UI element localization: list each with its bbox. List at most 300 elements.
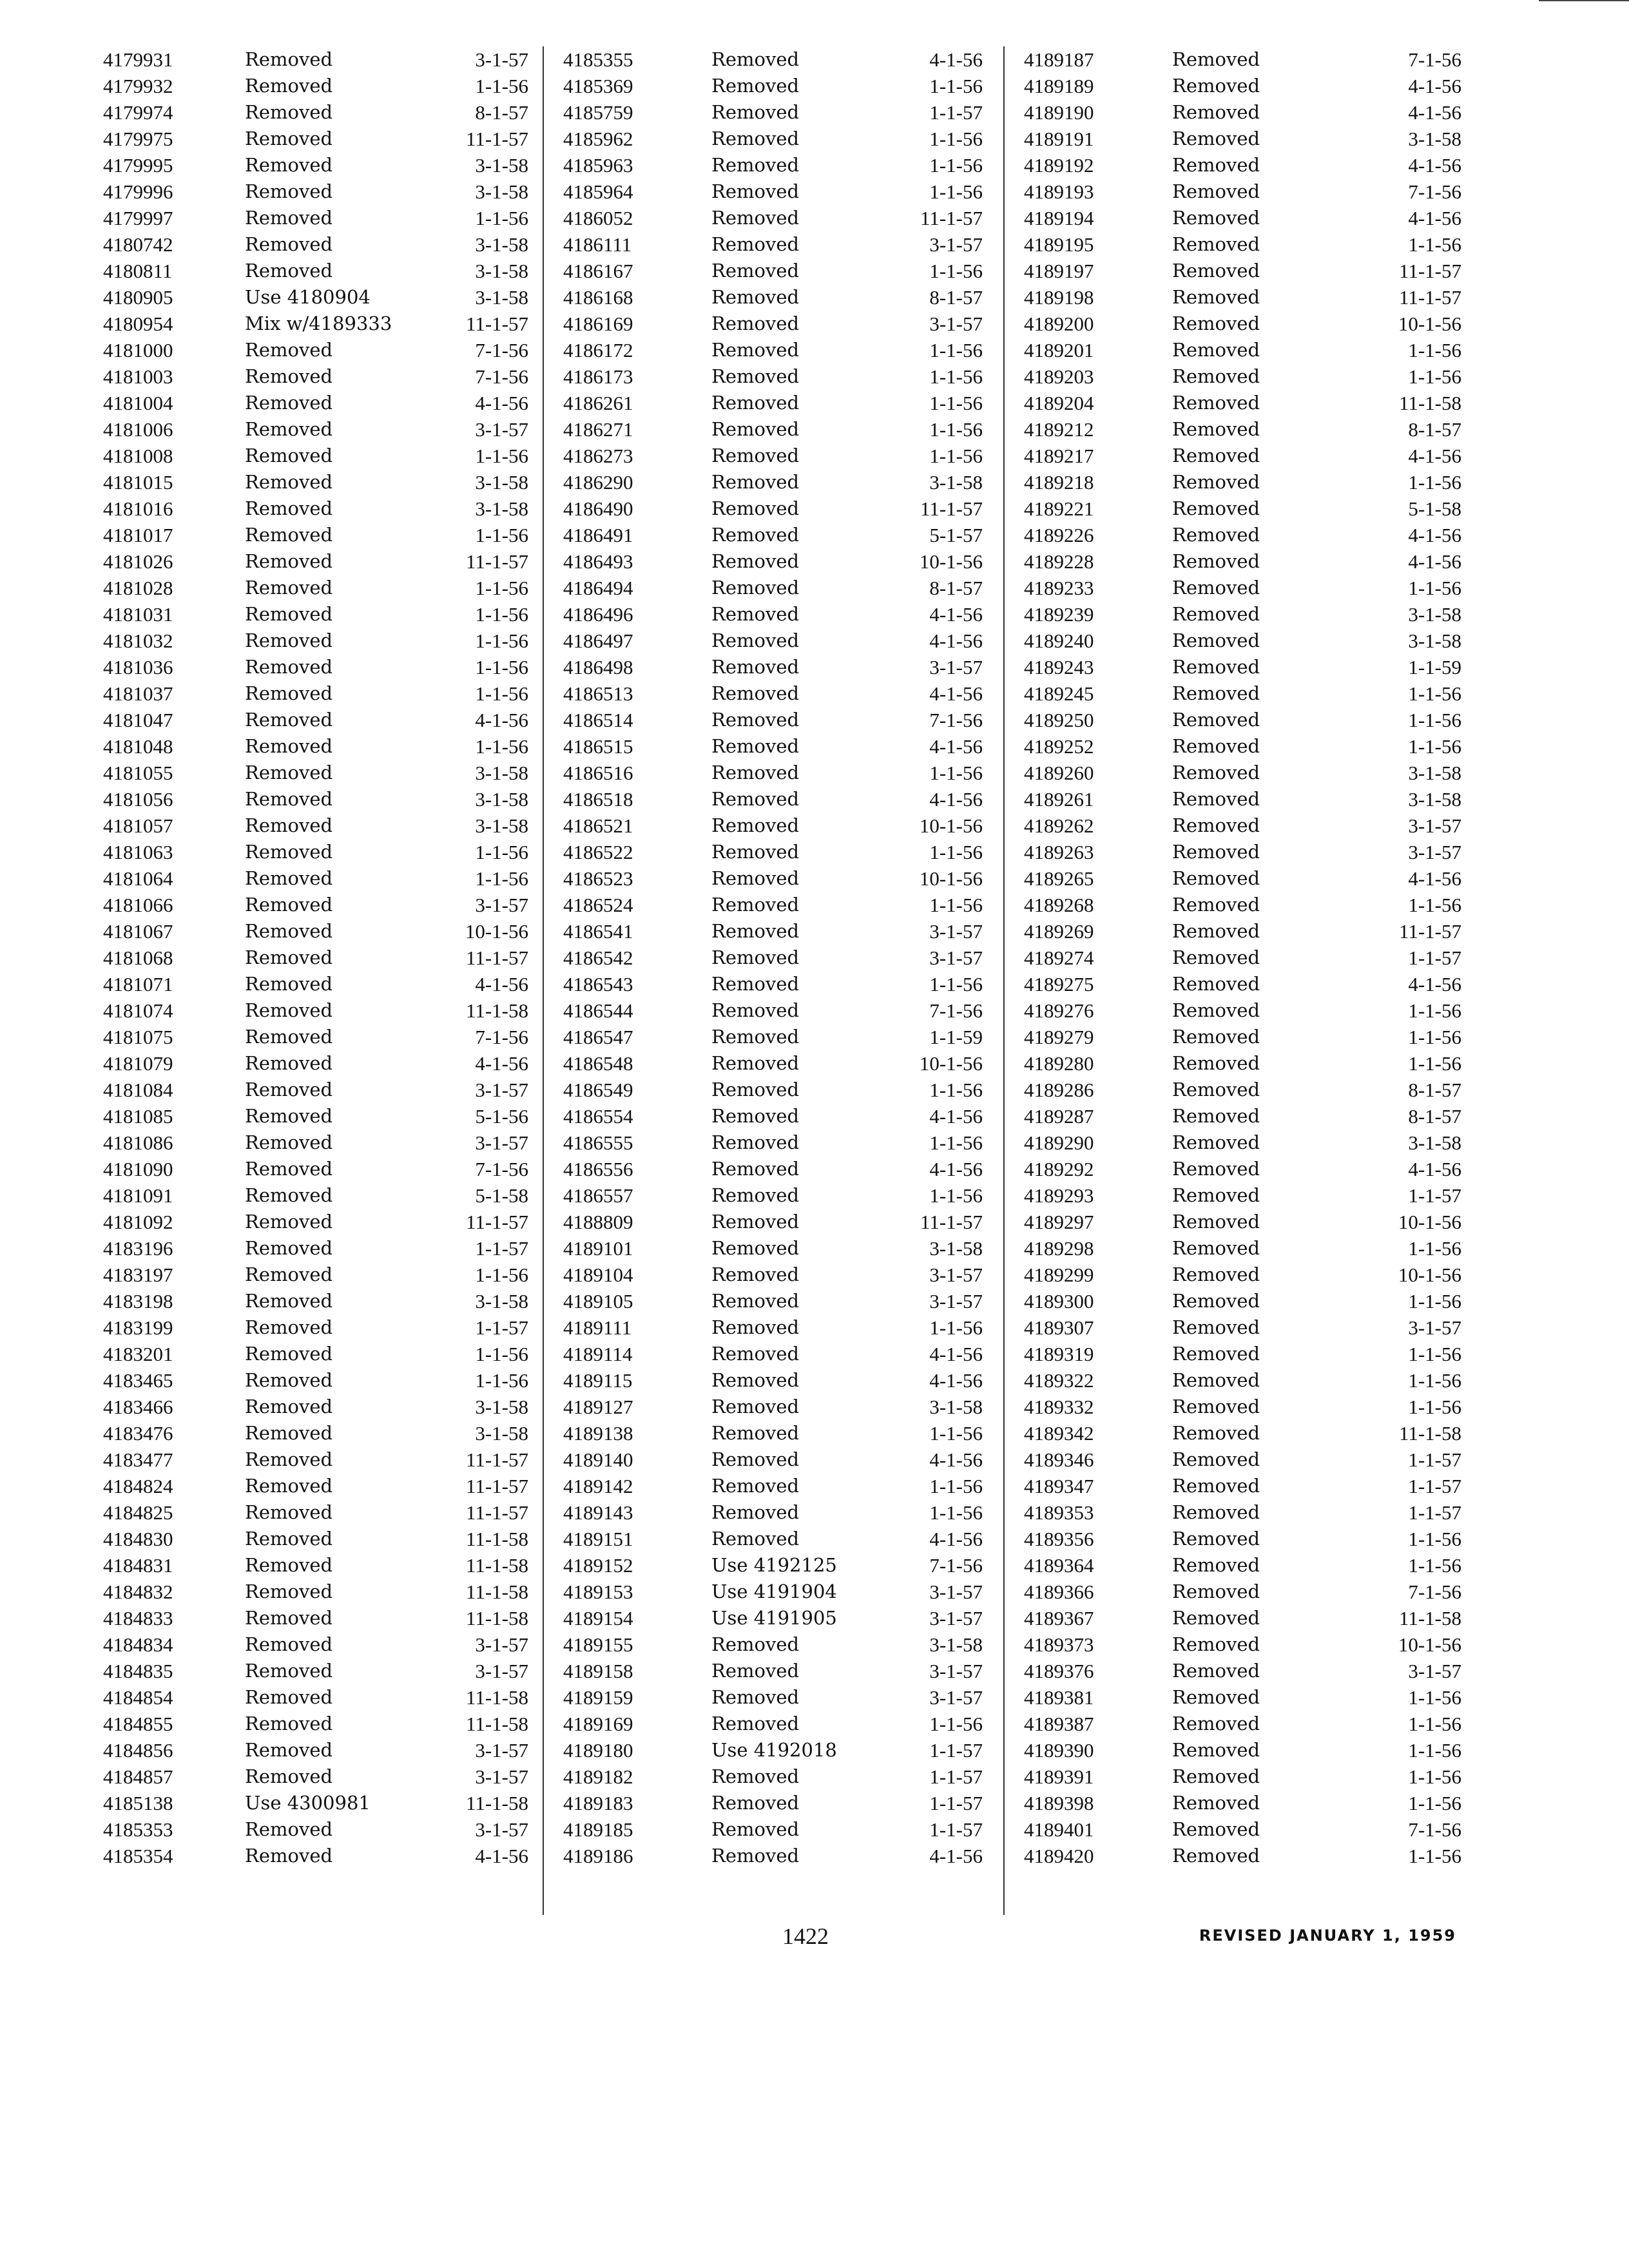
parts-column-2: [543, 46, 1002, 1915]
table-row: [97, 495, 541, 522]
table-row: [1005, 1552, 1474, 1579]
part-status: Removed: [245, 1290, 333, 1312]
effective-date: 1-1-56: [475, 867, 528, 890]
table-row: [1005, 839, 1474, 865]
table-row: [97, 258, 541, 284]
table-row: [97, 812, 541, 839]
part-status: Removed: [1172, 709, 1260, 731]
table-row: [97, 390, 541, 416]
part-status: Removed: [711, 524, 800, 546]
table-row: [1005, 390, 1474, 416]
effective-date: 11-1-57: [466, 1448, 528, 1471]
table-row: [1005, 1816, 1474, 1843]
part-number: 4184855: [103, 1713, 173, 1735]
effective-date: 3-1-58: [475, 286, 528, 309]
part-status: Removed: [711, 286, 800, 308]
part-status: Removed: [245, 128, 333, 149]
part-number: 4185964: [563, 180, 633, 203]
effective-date: 1-1-56: [475, 524, 528, 546]
effective-date: 1-1-56: [1408, 1290, 1461, 1312]
part-number: 4189280: [1024, 1052, 1094, 1075]
part-number: 4186491: [563, 524, 633, 546]
effective-date: 8-1-57: [1408, 1105, 1461, 1128]
effective-date: 10-1-56: [919, 550, 983, 573]
table-row: [97, 469, 541, 495]
part-status: Removed: [711, 339, 800, 361]
effective-date: 1-1-56: [929, 260, 983, 282]
part-status: Removed: [711, 1792, 800, 1814]
table-row: [97, 1631, 541, 1658]
table-row: [544, 1684, 1002, 1711]
part-status: Removed: [1172, 48, 1260, 70]
part-status: Removed: [245, 48, 333, 70]
effective-date: 11-1-57: [920, 207, 983, 229]
part-status: Removed: [711, 629, 800, 651]
part-status: Removed: [245, 1052, 333, 1074]
part-number: 4180905: [103, 286, 173, 309]
part-number: 4189287: [1024, 1105, 1094, 1128]
part-status: Removed: [245, 471, 333, 493]
part-number: 4181056: [103, 788, 173, 811]
table-row: [97, 1235, 541, 1262]
part-number: 4189115: [563, 1369, 633, 1392]
table-row: [544, 46, 1002, 73]
part-status: Removed: [245, 1131, 333, 1153]
part-status: Removed: [711, 1448, 800, 1470]
table-row: [1005, 1420, 1474, 1446]
effective-date: 1-1-56: [929, 1316, 983, 1339]
revision-date: REVISED JANUARY 1, 1959: [1199, 1927, 1456, 1945]
table-row: [1005, 680, 1474, 707]
part-status: Removed: [711, 1765, 800, 1787]
part-status: Removed: [245, 497, 333, 519]
part-status: Removed: [1172, 550, 1260, 572]
part-status: Removed: [245, 1501, 333, 1523]
part-status: Removed: [1172, 1686, 1260, 1708]
effective-date: 11-1-57: [466, 1475, 528, 1497]
table-row: [544, 892, 1002, 918]
table-row: [97, 865, 541, 892]
part-number: 4183466: [103, 1396, 173, 1418]
table-row: [1005, 707, 1474, 733]
part-number: 4186524: [563, 894, 633, 916]
part-number: 4181090: [103, 1158, 173, 1180]
part-number: 4189158: [563, 1660, 633, 1682]
part-status: Removed: [1172, 1792, 1260, 1814]
table-row: [544, 1552, 1002, 1579]
part-status: Removed: [711, 1079, 800, 1100]
part-number: 4189185: [563, 1818, 633, 1841]
table-row: [97, 1499, 541, 1526]
part-number: 4186522: [563, 841, 633, 863]
table-row: [97, 654, 541, 680]
effective-date: 11-1-58: [466, 1607, 528, 1629]
part-number: 4183197: [103, 1264, 173, 1286]
effective-date: 1-1-56: [1408, 999, 1461, 1022]
table-row: [97, 126, 541, 152]
part-status: Removed: [245, 1739, 333, 1761]
part-number: 4179996: [103, 180, 173, 203]
part-number: 4189182: [563, 1765, 633, 1788]
part-status: Removed: [711, 1184, 800, 1206]
table-row: [1005, 1182, 1474, 1209]
effective-date: 1-1-56: [1408, 471, 1461, 494]
part-status: Removed: [1172, 1633, 1260, 1655]
part-number: 4181091: [103, 1184, 173, 1207]
part-number: 4189195: [1024, 233, 1094, 256]
table-row: [97, 1262, 541, 1288]
table-row: [97, 178, 541, 205]
table-row: [544, 522, 1002, 548]
part-number: 4189187: [1024, 48, 1094, 71]
effective-date: 1-1-56: [1408, 1554, 1461, 1577]
part-number: 4189332: [1024, 1396, 1094, 1418]
part-status: Removed: [711, 1528, 800, 1550]
part-number: 4189217: [1024, 445, 1094, 467]
effective-date: 11-1-57: [466, 312, 528, 335]
part-status: Removed: [711, 1422, 800, 1444]
table-row: [1005, 1631, 1474, 1658]
table-row: [544, 1341, 1002, 1367]
table-row: [1005, 1209, 1474, 1235]
part-status: Removed: [711, 577, 800, 599]
part-status: Removed: [1172, 1290, 1260, 1312]
part-status: Removed: [711, 497, 800, 519]
part-status: Removed: [245, 154, 333, 176]
effective-date: 1-1-56: [475, 656, 528, 678]
effective-date: 1-1-56: [475, 75, 528, 97]
part-status: Removed: [245, 1079, 333, 1100]
table-row: [1005, 1526, 1474, 1552]
effective-date: 1-1-56: [1408, 709, 1461, 731]
part-number: 4189152: [563, 1554, 633, 1577]
effective-date: 4-1-56: [475, 392, 528, 414]
part-status: Removed: [245, 233, 333, 255]
part-number: 4186544: [563, 999, 633, 1022]
part-status: Removed: [245, 339, 333, 361]
part-status: Removed: [1172, 286, 1260, 308]
table-row: [97, 733, 541, 760]
table-row: [544, 839, 1002, 865]
part-number: 4189101: [563, 1237, 633, 1260]
effective-date: 3-1-57: [475, 1765, 528, 1788]
part-status: Removed: [711, 1316, 800, 1338]
part-number: 4181068: [103, 947, 173, 969]
part-number: 4186549: [563, 1079, 633, 1101]
effective-date: 4-1-56: [929, 629, 983, 652]
table-row: [1005, 1473, 1474, 1499]
table-row: [97, 1737, 541, 1763]
part-status: Removed: [1172, 1607, 1260, 1629]
table-row: [544, 390, 1002, 416]
part-status: Removed: [1172, 735, 1260, 757]
table-row: [1005, 337, 1474, 363]
part-number: 4189201: [1024, 339, 1094, 361]
table-row: [97, 1314, 541, 1341]
part-status: Removed: [711, 1105, 800, 1127]
effective-date: 11-1-58: [466, 1686, 528, 1709]
part-number: 4189143: [563, 1501, 633, 1524]
part-status: Removed: [1172, 603, 1260, 625]
effective-date: 1-1-57: [929, 1818, 983, 1841]
part-status: Removed: [1172, 1713, 1260, 1735]
part-number: 4189193: [1024, 180, 1094, 203]
effective-date: 7-1-56: [1408, 180, 1461, 203]
part-status: Removed: [245, 947, 333, 968]
part-status: Removed: [245, 973, 333, 995]
part-number: 4189263: [1024, 841, 1094, 863]
effective-date: 4-1-56: [1408, 524, 1461, 546]
table-row: [1005, 284, 1474, 311]
part-status: Removed: [711, 656, 800, 678]
effective-date: 4-1-56: [929, 603, 983, 626]
part-number: 4186490: [563, 497, 633, 520]
part-status: Removed: [1172, 471, 1260, 493]
part-status: Removed: [245, 629, 333, 651]
part-status: Removed: [711, 75, 800, 97]
effective-date: 1-1-56: [929, 1422, 983, 1445]
effective-date: 3-1-58: [475, 788, 528, 811]
part-number: 4186543: [563, 973, 633, 995]
part-number: 4185963: [563, 154, 633, 177]
part-status: Removed: [1172, 814, 1260, 836]
effective-date: 10-1-56: [919, 814, 983, 837]
part-status: Removed: [1172, 656, 1260, 678]
table-row: [97, 1579, 541, 1605]
part-status: Removed: [1172, 180, 1260, 202]
effective-date: 4-1-56: [929, 1528, 983, 1550]
effective-date: 3-1-57: [929, 1607, 983, 1629]
part-status: Removed: [245, 603, 333, 625]
table-row: [544, 1816, 1002, 1843]
table-row: [544, 1579, 1002, 1605]
part-number: 4189218: [1024, 471, 1094, 494]
part-number: 4184834: [103, 1633, 173, 1656]
part-status: Removed: [711, 445, 800, 466]
part-number: 4181037: [103, 682, 173, 705]
effective-date: 3-1-58: [1408, 603, 1461, 626]
part-number: 4185369: [563, 75, 633, 97]
part-number: 4189401: [1024, 1818, 1094, 1841]
table-row: [1005, 628, 1474, 654]
effective-date: 3-1-58: [475, 1396, 528, 1418]
part-number: 4186557: [563, 1184, 633, 1207]
table-row: [1005, 231, 1474, 258]
part-number: 4189420: [1024, 1845, 1094, 1867]
part-status: Removed: [1172, 1158, 1260, 1180]
effective-date: 3-1-57: [475, 1633, 528, 1656]
part-number: 4189300: [1024, 1290, 1094, 1312]
effective-date: 1-1-56: [929, 365, 983, 388]
effective-date: 10-1-56: [1398, 312, 1461, 335]
table-row: [544, 178, 1002, 205]
effective-date: 4-1-56: [929, 735, 983, 758]
table-row: [544, 1314, 1002, 1341]
part-status: Removed: [1172, 1264, 1260, 1285]
part-status: Removed: [245, 1554, 333, 1576]
effective-date: 1-1-59: [929, 1026, 983, 1048]
part-number: 4186523: [563, 867, 633, 890]
table-row: [1005, 1077, 1474, 1103]
table-row: [97, 1552, 541, 1579]
table-row: [1005, 1658, 1474, 1684]
part-status: Removed: [1172, 762, 1260, 783]
part-number: 4189105: [563, 1290, 633, 1312]
effective-date: 1-1-56: [929, 894, 983, 916]
part-number: 4189183: [563, 1792, 633, 1814]
table-row: [97, 1367, 541, 1394]
part-number: 4189290: [1024, 1131, 1094, 1154]
part-number: 4181008: [103, 445, 173, 467]
table-row: [1005, 178, 1474, 205]
table-row: [1005, 1446, 1474, 1473]
effective-date: 8-1-57: [1408, 418, 1461, 441]
effective-date: 1-1-57: [475, 1316, 528, 1339]
effective-date: 3-1-58: [475, 154, 528, 177]
part-status: Removed: [1172, 1818, 1260, 1840]
table-row: [544, 1129, 1002, 1156]
effective-date: 1-1-57: [1408, 1184, 1461, 1207]
table-row: [544, 443, 1002, 469]
table-row: [97, 99, 541, 126]
part-number: 4189204: [1024, 392, 1094, 414]
effective-date: 11-1-58: [466, 1554, 528, 1577]
part-number: 4184833: [103, 1607, 173, 1629]
part-number: 4181015: [103, 471, 173, 494]
part-number: 4189138: [563, 1422, 633, 1445]
part-status: Removed: [1172, 577, 1260, 599]
part-number: 4189192: [1024, 154, 1094, 177]
table-row: [1005, 99, 1474, 126]
effective-date: 1-1-57: [929, 1765, 983, 1788]
effective-date: 4-1-56: [1408, 207, 1461, 229]
effective-date: 8-1-57: [929, 286, 983, 309]
table-row: [97, 1050, 541, 1077]
table-row: [544, 1367, 1002, 1394]
effective-date: 4-1-56: [929, 1105, 983, 1128]
table-row: [1005, 363, 1474, 390]
table-row: [544, 1526, 1002, 1552]
effective-date: 1-1-56: [1408, 1845, 1461, 1867]
part-status: Removed: [245, 999, 333, 1021]
table-row: [97, 1182, 541, 1209]
effective-date: 1-1-57: [1408, 1501, 1461, 1524]
part-number: 4189347: [1024, 1475, 1094, 1497]
effective-date: 1-1-56: [1408, 365, 1461, 388]
part-status: Removed: [1172, 524, 1260, 546]
table-row: [544, 1631, 1002, 1658]
part-number: 4180811: [103, 260, 173, 282]
part-number: 4184832: [103, 1581, 173, 1603]
part-status: Removed: [1172, 1448, 1260, 1470]
part-number: 4184825: [103, 1501, 173, 1524]
effective-date: 11-1-57: [920, 1211, 983, 1233]
part-status: Removed: [245, 524, 333, 546]
part-status: Removed: [711, 1211, 800, 1233]
part-number: 4184824: [103, 1475, 173, 1497]
part-number: 4181071: [103, 973, 173, 995]
part-status: Removed: [1172, 894, 1260, 916]
effective-date: 1-1-57: [1408, 947, 1461, 969]
part-number: 4189226: [1024, 524, 1094, 546]
effective-date: 11-1-57: [466, 1211, 528, 1233]
table-row: [544, 1050, 1002, 1077]
table-row: [97, 918, 541, 945]
table-row: [1005, 1499, 1474, 1526]
part-status: Removed: [1172, 1316, 1260, 1338]
table-row: [97, 1077, 541, 1103]
part-status: Removed: [1172, 339, 1260, 361]
table-row: [97, 73, 541, 99]
part-number: 4183198: [103, 1290, 173, 1312]
effective-date: 7-1-56: [1408, 48, 1461, 71]
effective-date: 3-1-57: [929, 1581, 983, 1603]
effective-date: 11-1-58: [466, 999, 528, 1022]
part-status: Removed: [1172, 1739, 1260, 1761]
effective-date: 4-1-56: [1408, 154, 1461, 177]
part-status: Removed: [1172, 999, 1260, 1021]
part-number: 4186555: [563, 1131, 633, 1154]
table-row: [97, 601, 541, 628]
part-number: 4189274: [1024, 947, 1094, 969]
effective-date: 3-1-58: [1408, 762, 1461, 784]
table-row: [97, 1156, 541, 1182]
table-row: [1005, 469, 1474, 495]
effective-date: 3-1-57: [929, 920, 983, 943]
table-row: [544, 1763, 1002, 1790]
part-status: Removed: [1172, 1581, 1260, 1602]
part-number: 4185355: [563, 48, 633, 71]
table-row: [1005, 1790, 1474, 1816]
table-row: [544, 1103, 1002, 1129]
part-number: 4189279: [1024, 1026, 1094, 1048]
effective-date: 5-1-58: [475, 1184, 528, 1207]
table-row: [544, 1499, 1002, 1526]
part-number: 4189364: [1024, 1554, 1094, 1577]
part-number: 4186173: [563, 365, 633, 388]
table-row: [544, 707, 1002, 733]
parts-column-1: [97, 46, 541, 1915]
table-row: [97, 945, 541, 971]
part-number: 4183477: [103, 1448, 173, 1471]
part-status: Removed: [1172, 1079, 1260, 1100]
part-number: 4185138: [103, 1792, 173, 1814]
table-row: [1005, 548, 1474, 575]
effective-date: 7-1-56: [475, 1158, 528, 1180]
part-status: Removed: [711, 1686, 800, 1708]
table-row: [97, 522, 541, 548]
part-number: 4186273: [563, 445, 633, 467]
part-status: Removed: [1172, 1211, 1260, 1233]
part-number: 4189221: [1024, 497, 1094, 520]
table-row: [1005, 1737, 1474, 1763]
effective-date: 3-1-58: [475, 497, 528, 520]
table-row: [97, 707, 541, 733]
part-number: 4189212: [1024, 418, 1094, 441]
part-status: Removed: [245, 1818, 333, 1840]
part-number: 4184831: [103, 1554, 173, 1577]
part-status: Removed: [1172, 260, 1260, 282]
table-row: [97, 760, 541, 786]
part-number: 4189398: [1024, 1792, 1094, 1814]
effective-date: 7-1-56: [1408, 1581, 1461, 1603]
part-number: 4189114: [563, 1343, 633, 1365]
effective-date: 3-1-57: [929, 947, 983, 969]
effective-date: 3-1-57: [929, 1290, 983, 1312]
part-status: Removed: [245, 101, 333, 123]
part-number: 4181028: [103, 577, 173, 599]
part-status: Removed: [711, 682, 800, 704]
